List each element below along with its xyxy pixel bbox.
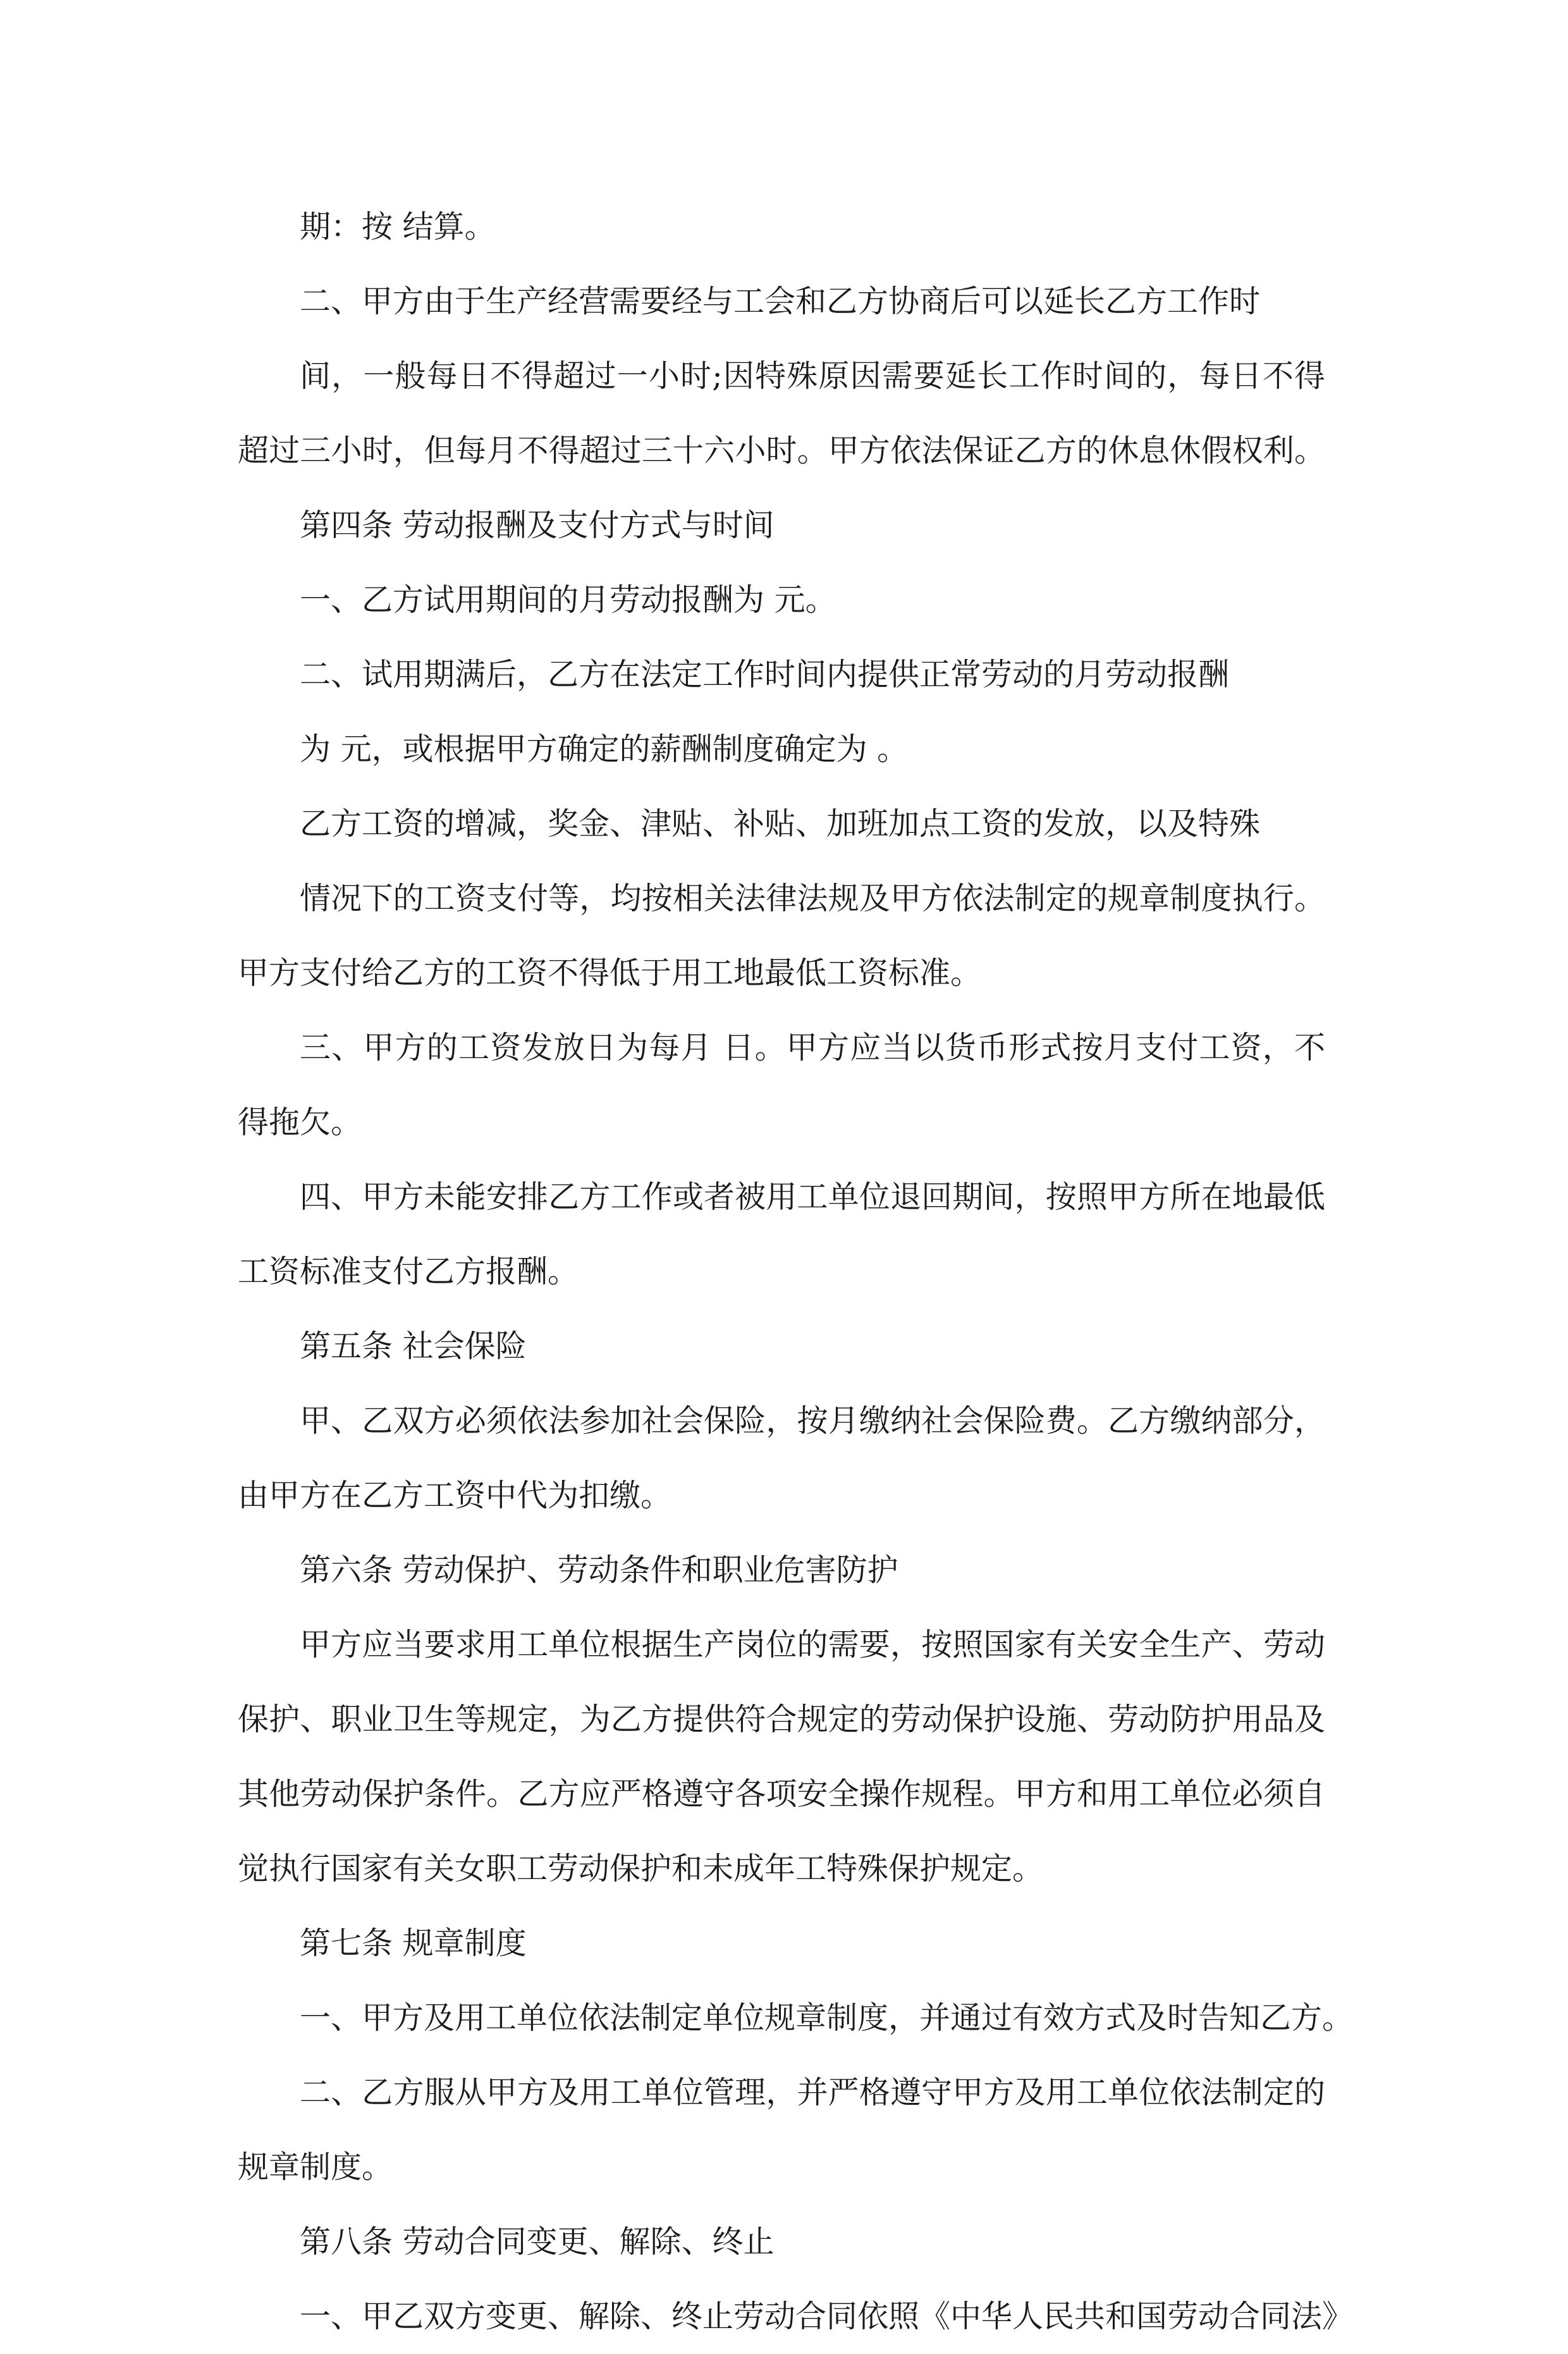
text-line: 二、乙方服从甲方及用工单位管理，并严格遵守甲方及用工单位依法制定的 xyxy=(300,2074,1325,2111)
text-line: 超过三小时，但每月不得超过三十六小时。甲方依法保证乙方的休息休假权利。 xyxy=(238,433,1325,469)
text-line: 甲方支付给乙方的工资不得低于用工地最低工资标准。 xyxy=(238,955,982,991)
text-line: 由甲方在乙方工资中代为扣缴。 xyxy=(238,1477,672,1513)
text-line: 工资标准支付乙方报酬。 xyxy=(238,1254,579,1290)
section-heading: 第六条 劳动保护、劳动条件和职业危害防护 xyxy=(300,1552,898,1588)
text-line: 得拖欠。 xyxy=(238,1104,362,1140)
text-line: 甲、乙双方必须依法参加社会保险，按月缴纳社会保险费。乙方缴纳部分， xyxy=(300,1403,1325,1439)
text-line: 期：按 结算。 xyxy=(300,209,496,245)
section-heading: 第五条 社会保险 xyxy=(300,1328,527,1364)
text-line: 为 元，或根据甲方确定的薪酬制度确定为 。 xyxy=(300,731,909,767)
text-line: 四、甲方未能安排乙方工作或者被用工单位退回期间，按照甲方所在地最低 xyxy=(300,1179,1325,1215)
text-line: 间，一般每日不得超过一小时;因特殊原因需要延长工作时间的，每日不得 xyxy=(300,358,1325,394)
text-line: 觉执行国家有关女职工劳动保护和未成年工特殊保护规定。 xyxy=(238,1851,1044,1887)
section-heading: 第八条 劳动合同变更、解除、终止 xyxy=(300,2224,775,2260)
text-line: 甲方应当要求用工单位根据生产岗位的需要，按照国家有关安全生产、劳动 xyxy=(300,1627,1325,1663)
text-line: 三、甲方的工资发放日为每月 日。甲方应当以货币形式按月支付工资，不 xyxy=(300,1030,1325,1066)
contract-body xyxy=(238,190,1354,2354)
text-line: 一、乙方试用期间的月劳动报酬为 元。 xyxy=(300,582,836,618)
text-line: 二、甲方由于生产经营需要经与工会和乙方协商后可以延长乙方工作时 xyxy=(300,283,1261,319)
text-line: 保护、职业卫生等规定，为乙方提供符合规定的劳动保护设施、劳动防护用品及 xyxy=(238,1701,1325,1737)
text-line: 乙方工资的增减，奖金、津贴、补贴、加班加点工资的发放，以及特殊 xyxy=(300,806,1261,842)
text-line: 其他劳动保护条件。乙方应严格遵守各项安全操作规程。甲方和用工单位必须自 xyxy=(238,1776,1325,1812)
text-line: 二、试用期满后，乙方在法定工作时间内提供正常劳动的月劳动报酬 xyxy=(300,656,1230,693)
section-heading: 第七条 规章制度 xyxy=(300,1925,527,1961)
text-line: 一、甲乙双方变更、解除、终止劳动合同依照《中华人民共和国劳动合同法》 xyxy=(300,2298,1354,2334)
text-line: 情况下的工资支付等，均按相关法律法规及甲方依法制定的规章制度执行。 xyxy=(300,880,1325,916)
text-line: 规章制度。 xyxy=(238,2149,393,2185)
text-line: 一、甲方及用工单位依法制定单位规章制度，并通过有效方式及时告知乙方。 xyxy=(300,2000,1354,2036)
section-heading: 第四条 劳动报酬及支付方式与时间 xyxy=(300,507,775,543)
